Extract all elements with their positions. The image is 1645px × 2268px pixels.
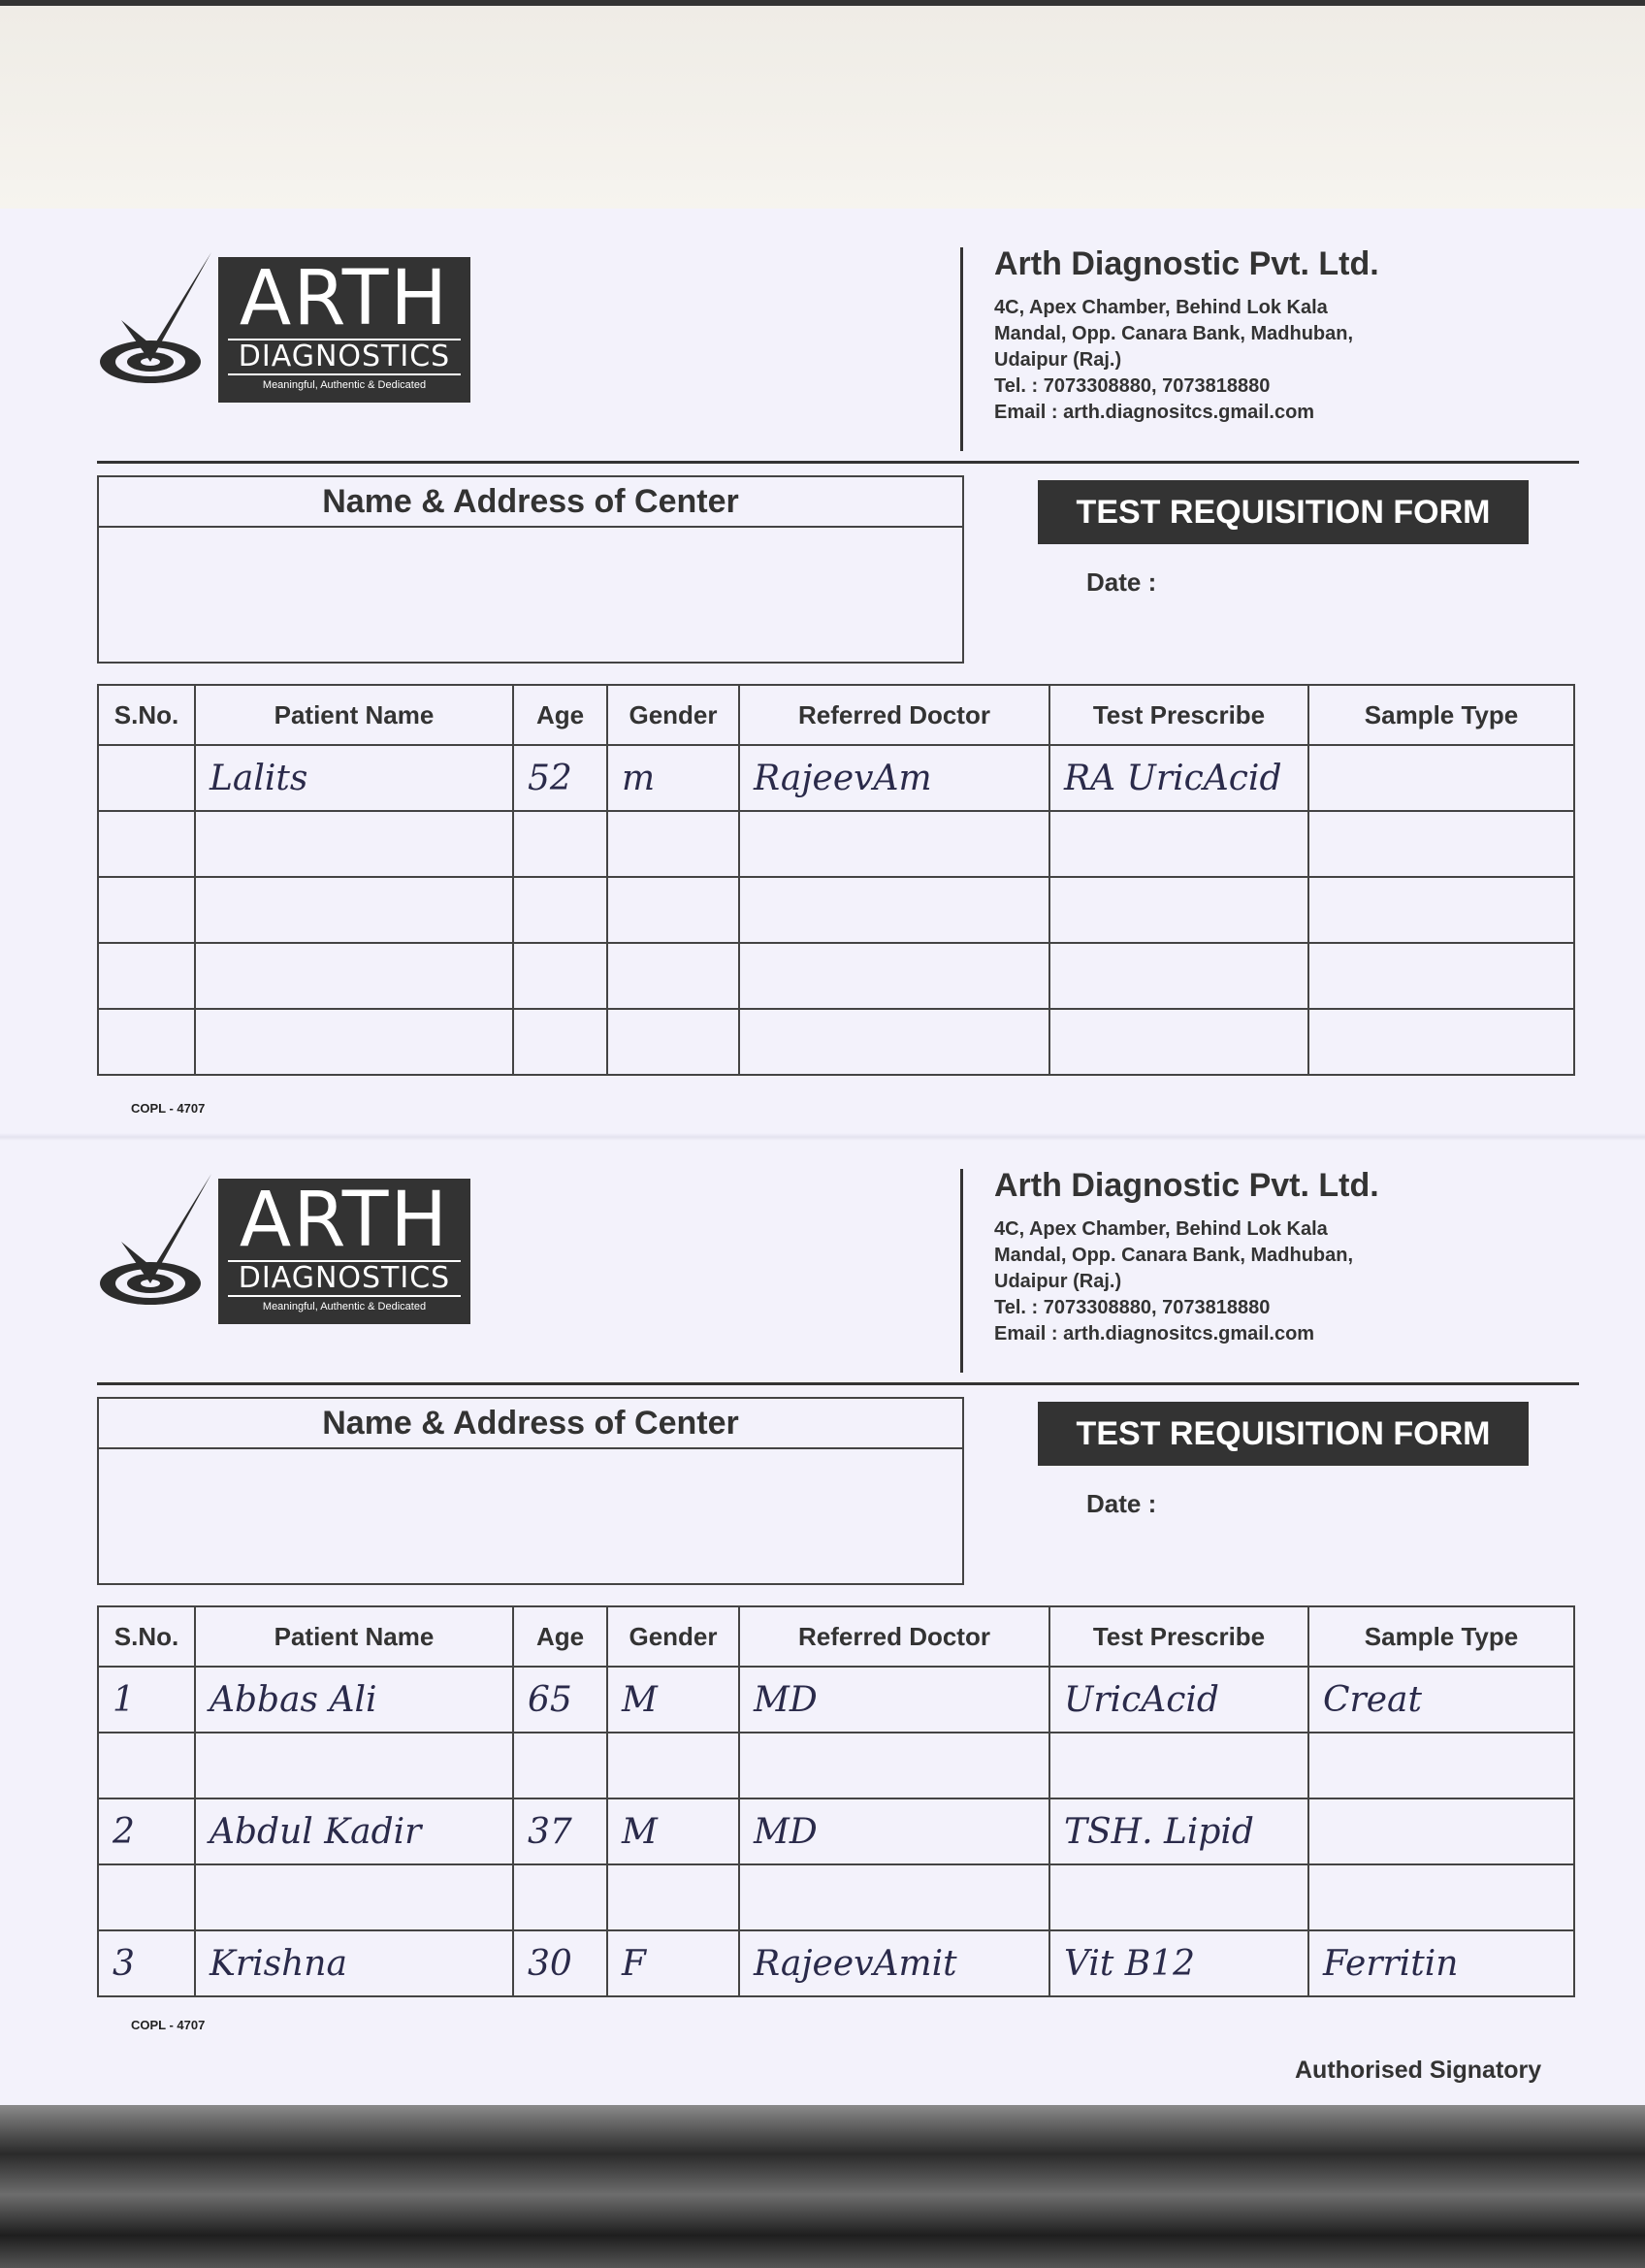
table-row	[98, 1864, 1574, 1930]
date-label[interactable]: Date :	[1086, 1489, 1157, 1518]
table-row	[98, 1009, 1574, 1075]
cell-gender[interactable]: F	[607, 1930, 739, 1996]
col-test-prescribe: Test Prescribe	[1049, 685, 1308, 745]
company-email: Email : arth.diagnositcs.gmail.com	[994, 402, 1315, 423]
center-box	[97, 475, 964, 664]
cell-age[interactable]	[513, 1009, 607, 1075]
cell-patient-name[interactable]	[195, 877, 513, 943]
cell-referred-doctor[interactable]	[739, 1009, 1049, 1075]
cell-referred-doctor[interactable]: MD	[739, 1798, 1049, 1864]
cell-patient-name[interactable]	[195, 1733, 513, 1798]
company-address-3: Udaipur (Raj.)	[994, 349, 1122, 371]
table-row	[98, 1930, 1574, 1996]
table-header-row	[98, 1606, 1574, 1667]
col-age: Age	[513, 1606, 607, 1667]
col-sample-type: Sample Type	[1308, 1606, 1574, 1667]
logo-title: ARTH	[239, 255, 450, 342]
form-code: COPL - 4707	[131, 1101, 206, 1116]
company-address-2: Mandal, Opp. Canara Bank, Madhuban,	[994, 1245, 1354, 1266]
cell-sno[interactable]	[98, 1009, 195, 1075]
company-tel: Tel. : 7073308880, 7073818880	[994, 1297, 1271, 1318]
table-row	[98, 1733, 1574, 1798]
cell-gender[interactable]	[607, 1733, 739, 1798]
company-info	[994, 245, 1479, 426]
logo-subtitle: DIAGNOSTICS	[228, 339, 461, 375]
cell-sample-type[interactable]	[1308, 877, 1574, 943]
cell-referred-doctor[interactable]	[739, 943, 1049, 1009]
cell-gender[interactable]	[607, 1864, 739, 1930]
center-box	[97, 1397, 964, 1585]
header-divider	[960, 247, 963, 451]
cell-sample-type[interactable]	[1308, 811, 1574, 877]
col-gender: Gender	[607, 685, 739, 745]
cell-sno[interactable]: 3	[98, 1930, 195, 1996]
cell-referred-doctor[interactable]: RajeevAm	[739, 745, 1049, 811]
header-rule	[97, 461, 1579, 464]
cell-referred-doctor[interactable]: RajeevAmit	[739, 1930, 1049, 1996]
arth-logo	[97, 238, 485, 391]
cell-sample-type[interactable]: Ferritin	[1308, 1930, 1574, 1996]
company-address-1: 4C, Apex Chamber, Behind Lok Kala	[994, 1218, 1328, 1240]
cell-age[interactable]	[513, 877, 607, 943]
cell-test-prescribe[interactable]	[1049, 1864, 1308, 1930]
cell-patient-name[interactable]	[195, 1009, 513, 1075]
col-sno: S.No.	[98, 685, 195, 745]
form-title: TEST REQUISITION FORM	[1038, 1402, 1529, 1466]
cell-gender[interactable]: m	[607, 745, 739, 811]
table-row	[98, 811, 1574, 877]
cell-age[interactable]: 52	[513, 745, 607, 811]
cell-sample-type[interactable]	[1308, 1864, 1574, 1930]
cell-referred-doctor[interactable]: MD	[739, 1667, 1049, 1733]
cell-gender[interactable]	[607, 943, 739, 1009]
cell-test-prescribe[interactable]	[1049, 1009, 1308, 1075]
cell-sno[interactable]	[98, 1864, 195, 1930]
col-referred-doctor: Referred Doctor	[739, 1606, 1049, 1667]
col-age: Age	[513, 685, 607, 745]
cell-patient-name[interactable]: Abbas Ali	[195, 1667, 513, 1733]
col-sno: S.No.	[98, 1606, 195, 1667]
cell-referred-doctor[interactable]	[739, 811, 1049, 877]
cell-age[interactable]	[513, 1733, 607, 1798]
company-address-1: 4C, Apex Chamber, Behind Lok Kala	[994, 297, 1328, 318]
col-patient-name: Patient Name	[195, 685, 513, 745]
company-tel: Tel. : 7073308880, 7073818880	[994, 375, 1271, 397]
scan-top-margin	[0, 0, 1645, 214]
form-title: TEST REQUISITION FORM	[1038, 480, 1529, 544]
cell-sample-type[interactable]	[1308, 943, 1574, 1009]
center-title: Name & Address of Center	[99, 1399, 962, 1449]
col-referred-doctor: Referred Doctor	[739, 685, 1049, 745]
logo-tagline: Meaningful, Authentic & Dedicated	[262, 1301, 427, 1312]
header-rule	[97, 1382, 1579, 1385]
cell-age[interactable]: 37	[513, 1798, 607, 1864]
col-test-prescribe: Test Prescribe	[1049, 1606, 1308, 1667]
logo-subtitle: DIAGNOSTICS	[228, 1260, 461, 1297]
cell-sno[interactable]	[98, 877, 195, 943]
cell-sno[interactable]	[98, 745, 195, 811]
table-row	[98, 1798, 1574, 1864]
company-info	[994, 1167, 1479, 1347]
cell-sno[interactable]: 1	[98, 1667, 195, 1733]
cell-patient-name[interactable]: Abdul Kadir	[195, 1798, 513, 1864]
col-sample-type: Sample Type	[1308, 685, 1574, 745]
cell-sample-type[interactable]: Creat	[1308, 1667, 1574, 1733]
cell-patient-name[interactable]	[195, 943, 513, 1009]
company-address-3: Udaipur (Raj.)	[994, 1271, 1122, 1292]
cell-referred-doctor[interactable]	[739, 877, 1049, 943]
cell-test-prescribe[interactable]	[1049, 943, 1308, 1009]
cell-age[interactable]	[513, 1864, 607, 1930]
cell-referred-doctor[interactable]	[739, 1733, 1049, 1798]
cell-test-prescribe[interactable]: RA UricAcid	[1049, 745, 1308, 811]
cell-test-prescribe[interactable]: Vit B12	[1049, 1930, 1308, 1996]
logo-wordmark	[218, 257, 470, 403]
cell-test-prescribe[interactable]	[1049, 811, 1308, 877]
cell-patient-name[interactable]: Krishna	[195, 1930, 513, 1996]
cell-age[interactable]	[513, 943, 607, 1009]
arth-logo	[97, 1159, 485, 1312]
logo-wordmark	[218, 1179, 470, 1324]
date-label[interactable]: Date :	[1086, 567, 1157, 597]
table-row	[98, 943, 1574, 1009]
center-title: Name & Address of Center	[99, 477, 962, 528]
cell-age[interactable]: 65	[513, 1667, 607, 1733]
cell-test-prescribe[interactable]: TSH. Lipid	[1049, 1798, 1308, 1864]
cell-patient-name[interactable]: Lalits	[195, 745, 513, 811]
cell-sample-type[interactable]	[1308, 1733, 1574, 1798]
target-check-icon	[97, 238, 213, 393]
cell-gender[interactable]: M	[607, 1667, 739, 1733]
company-name: Arth Diagnostic Pvt. Ltd.	[994, 245, 1379, 282]
cell-sno[interactable]	[98, 1733, 195, 1798]
cell-gender[interactable]	[607, 877, 739, 943]
cell-gender[interactable]	[607, 811, 739, 877]
patient-table	[97, 1605, 1575, 1997]
cell-test-prescribe[interactable]	[1049, 877, 1308, 943]
logo-title: ARTH	[239, 1177, 450, 1264]
table-header-row	[98, 685, 1574, 745]
cell-sample-type[interactable]	[1308, 745, 1574, 811]
form-code: COPL - 4707	[131, 2018, 206, 2032]
patient-table	[97, 684, 1575, 1076]
cell-patient-name[interactable]	[195, 811, 513, 877]
cell-gender[interactable]: M	[607, 1798, 739, 1864]
company-email: Email : arth.diagnositcs.gmail.com	[994, 1323, 1315, 1345]
cell-patient-name[interactable]	[195, 1864, 513, 1930]
cell-age[interactable]	[513, 811, 607, 877]
table-row	[98, 1667, 1574, 1733]
scan-bottom-edge	[0, 2105, 1645, 2268]
company-address-2: Mandal, Opp. Canara Bank, Madhuban,	[994, 323, 1354, 344]
cell-sno[interactable]	[98, 943, 195, 1009]
cell-sample-type[interactable]	[1308, 1009, 1574, 1075]
col-gender: Gender	[607, 1606, 739, 1667]
header-divider	[960, 1169, 963, 1373]
authorised-signatory: Authorised Signatory	[1295, 2057, 1542, 2084]
cell-age[interactable]: 30	[513, 1930, 607, 1996]
cell-sno[interactable]	[98, 811, 195, 877]
company-name: Arth Diagnostic Pvt. Ltd.	[994, 1167, 1379, 1204]
col-patient-name: Patient Name	[195, 1606, 513, 1667]
cell-referred-doctor[interactable]	[739, 1864, 1049, 1930]
cell-gender[interactable]	[607, 1009, 739, 1075]
cell-test-prescribe[interactable]	[1049, 1733, 1308, 1798]
target-check-icon	[97, 1159, 213, 1314]
cell-sample-type[interactable]	[1308, 1798, 1574, 1864]
logo-tagline: Meaningful, Authentic & Dedicated	[262, 379, 427, 391]
table-row	[98, 745, 1574, 811]
table-row	[98, 877, 1574, 943]
cell-test-prescribe[interactable]: UricAcid	[1049, 1667, 1308, 1733]
paper-fold	[0, 1133, 1645, 1141]
cell-sno[interactable]: 2	[98, 1798, 195, 1864]
